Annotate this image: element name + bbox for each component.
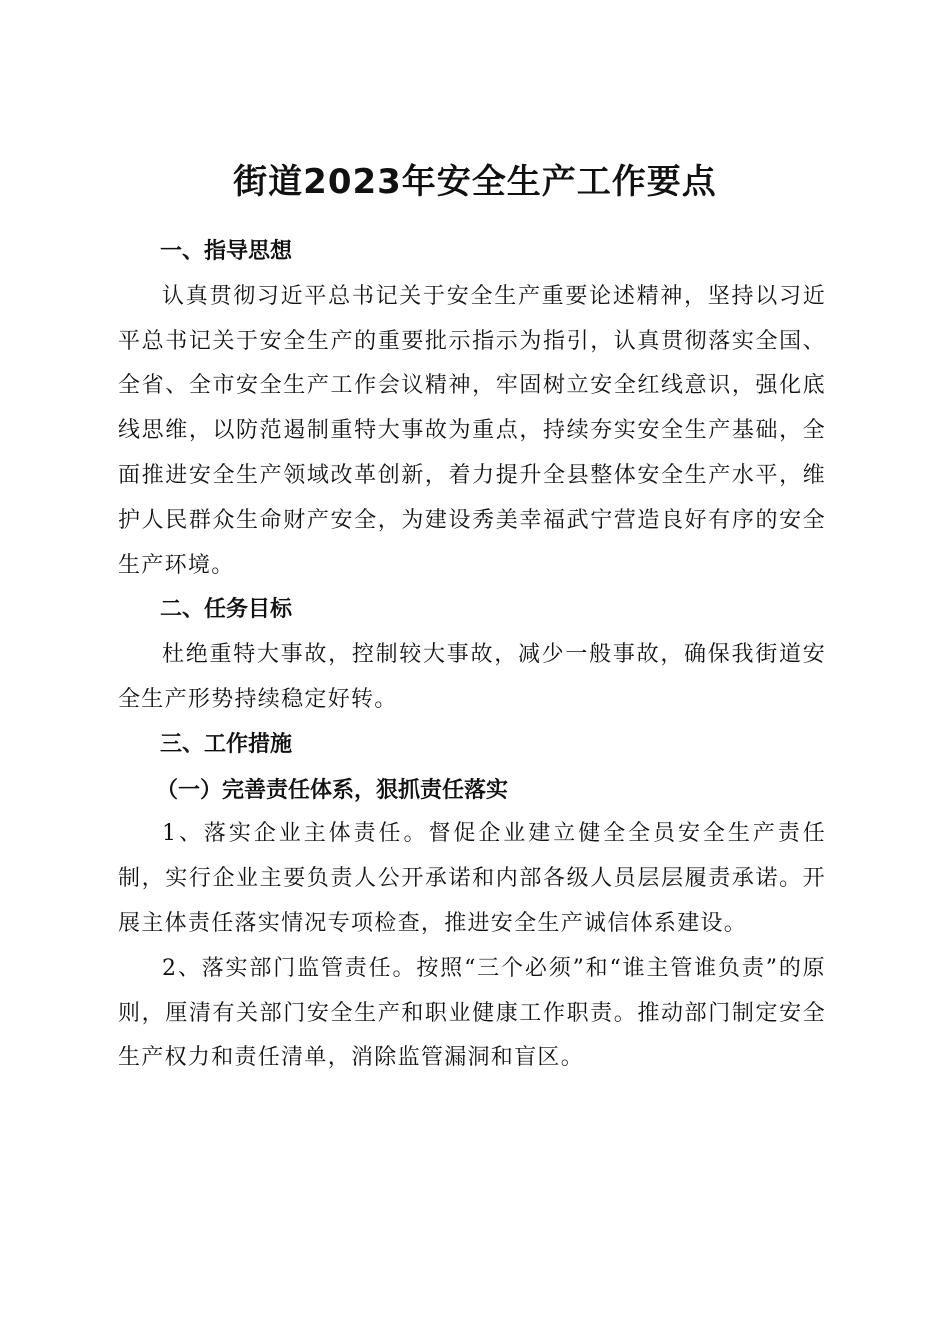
paragraph-guiding-ideology: 认真贯彻习近平总书记关于安全生产重要论述精神，坚持以习近平总书记关于安全生产的重要批示指示为指引，认真贯彻落实全国、全省、全市安全生产工作会议精神，牢固树立安全红线意识，强化底线思维，以防范遏制重特大事故为重点，持续夯实安全生产基础，全面推进安全生产领域改革创新，着力提升全县整体安全生产水平，维护人民群众生命财产安全，为建设秀美幸福武宁营造良好有序的安全生产环境。 (118, 283, 826, 578)
section-heading-guiding-ideology: 一、指导思想 (160, 239, 293, 264)
paragraph-department-responsibility: 2、落实部门监管责任。按照“三个必须”和“谁主管谁负责”的原则，厘清有关部门安全生产和职业健康工作职责。推动部门制定安全生产权力和责任清单，消除监管漏洞和盲区。 (118, 955, 826, 1071)
sub-heading-responsibility-system: （一）完善责任体系，狠抓责任落实 (156, 776, 509, 803)
section-heading-work-measures: 三、工作措施 (160, 731, 293, 757)
paragraph-task-goals: 杜绝重特大事故，控制较大事故，减少一般事故，确保我街道安全生产形势持续稳定好转。 (118, 642, 826, 712)
section-heading-task-goals: 二、任务目标 (160, 597, 293, 623)
document-title: 街道2023年安全生产工作要点 (233, 161, 717, 202)
paragraph-enterprise-responsibility: 1、落实企业主体责任。督促企业建立健全全员安全生产责任制，实行企业主要负责人公开承诺和内部各级人员层层履责承诺。开展主体责任落实情况专项检查，推进安全生产诚信体系建设。 (118, 821, 826, 936)
document-body (118, 230, 826, 1081)
